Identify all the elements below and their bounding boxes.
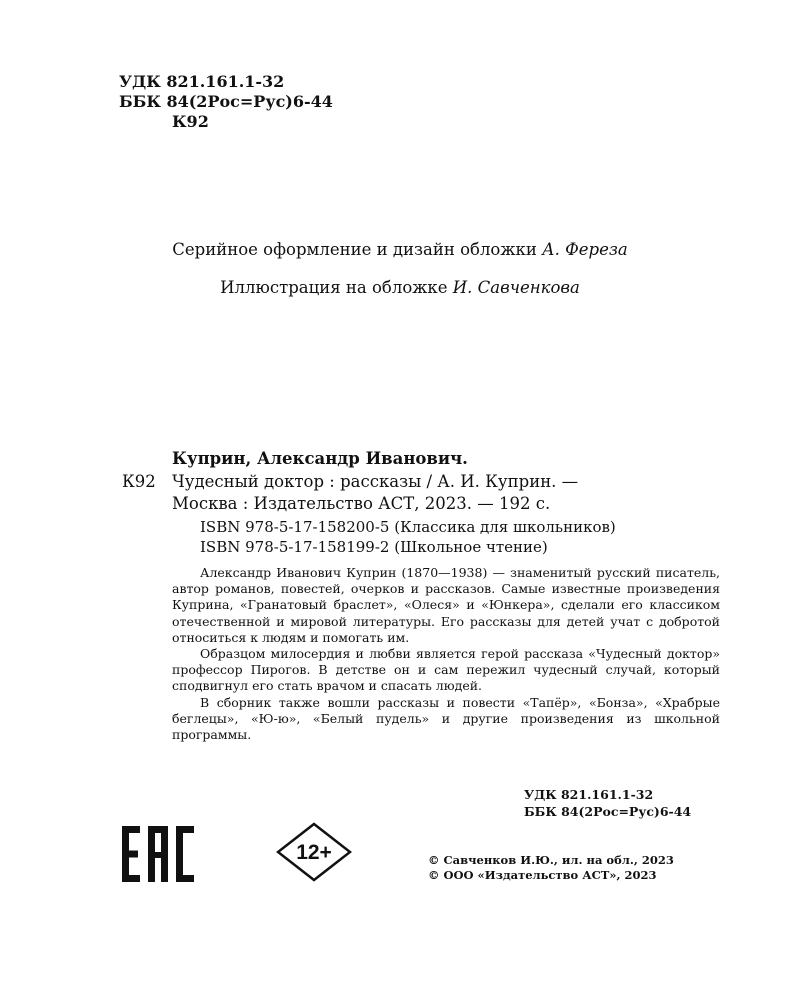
illustrator-name: И. Савченкова <box>452 278 580 297</box>
age-rating-text: 12+ <box>296 841 332 864</box>
annotation <box>172 565 720 743</box>
copyright-illustrator: © Савченков И.Ю., ил. на обл., 2023 <box>428 853 674 867</box>
illustration-credit <box>0 278 800 297</box>
bib-author: Куприн, Александр Иванович. <box>172 449 468 468</box>
age-rating-badge <box>276 822 352 882</box>
isbn-line-2: ISBN 978-5-17-158199-2 (Школьное чтение) <box>200 538 548 556</box>
author-mark: К92 <box>172 112 209 131</box>
annotation-paragraph-2: Образцом милосердия и любви является герой рассказа «Чудесный доктор» профессор Пирогов. В детстве он и сам пережил чудесный случай, который сподвигнул его стать врачом и спасать людей. <box>172 646 720 694</box>
bib-publication-line: Москва : Издательство АСТ, 2023. — 192 с. <box>172 494 551 513</box>
bbk-code-bottom: ББК 84(2Рос=Рус)6-44 <box>524 804 692 819</box>
cover-design-credit <box>0 240 800 259</box>
udk-code-bottom: УДК 821.161.1-32 <box>524 787 654 802</box>
eac-conformity-logo <box>122 826 194 882</box>
illustration-prefix: Иллюстрация на обложке <box>220 278 453 297</box>
copyright-publisher: © ООО «Издательство АСТ», 2023 <box>428 868 657 882</box>
cover-design-prefix: Серийное оформление и дизайн обложки <box>172 240 543 259</box>
bib-author-mark: К92 <box>122 472 156 491</box>
annotation-paragraph-3: В сборник также вошли рассказы и повести «Тапёр», «Бонза», «Храбрые беглецы», «Ю-ю», «Белый пудель» и другие произведения из школьной программы. <box>172 694 720 743</box>
isbn-line-1: ISBN 978-5-17-158200-5 (Классика для школьников) <box>200 518 616 536</box>
bbk-code: ББК 84(2Рос=Рус)6-44 <box>119 92 333 111</box>
cover-designer-name: А. Фереза <box>542 240 628 259</box>
bib-title-line: Чудесный доктор : рассказы / А. И. Куприн. — <box>172 472 579 491</box>
annotation-paragraph-1: Александр Иванович Куприн (1870—1938) — знаменитый русский писатель, автор романов, повестей, очерков и рассказов. Самые известные произведения Куприна, «Гранатовый браслет», «Олеся» и «Юнкера», сделали его классиком отечественной и мировой литературы. Его рассказы для детей учат с добротой относиться к людям и помогать им. <box>172 565 720 645</box>
udk-code: УДК 821.161.1-32 <box>119 72 285 91</box>
